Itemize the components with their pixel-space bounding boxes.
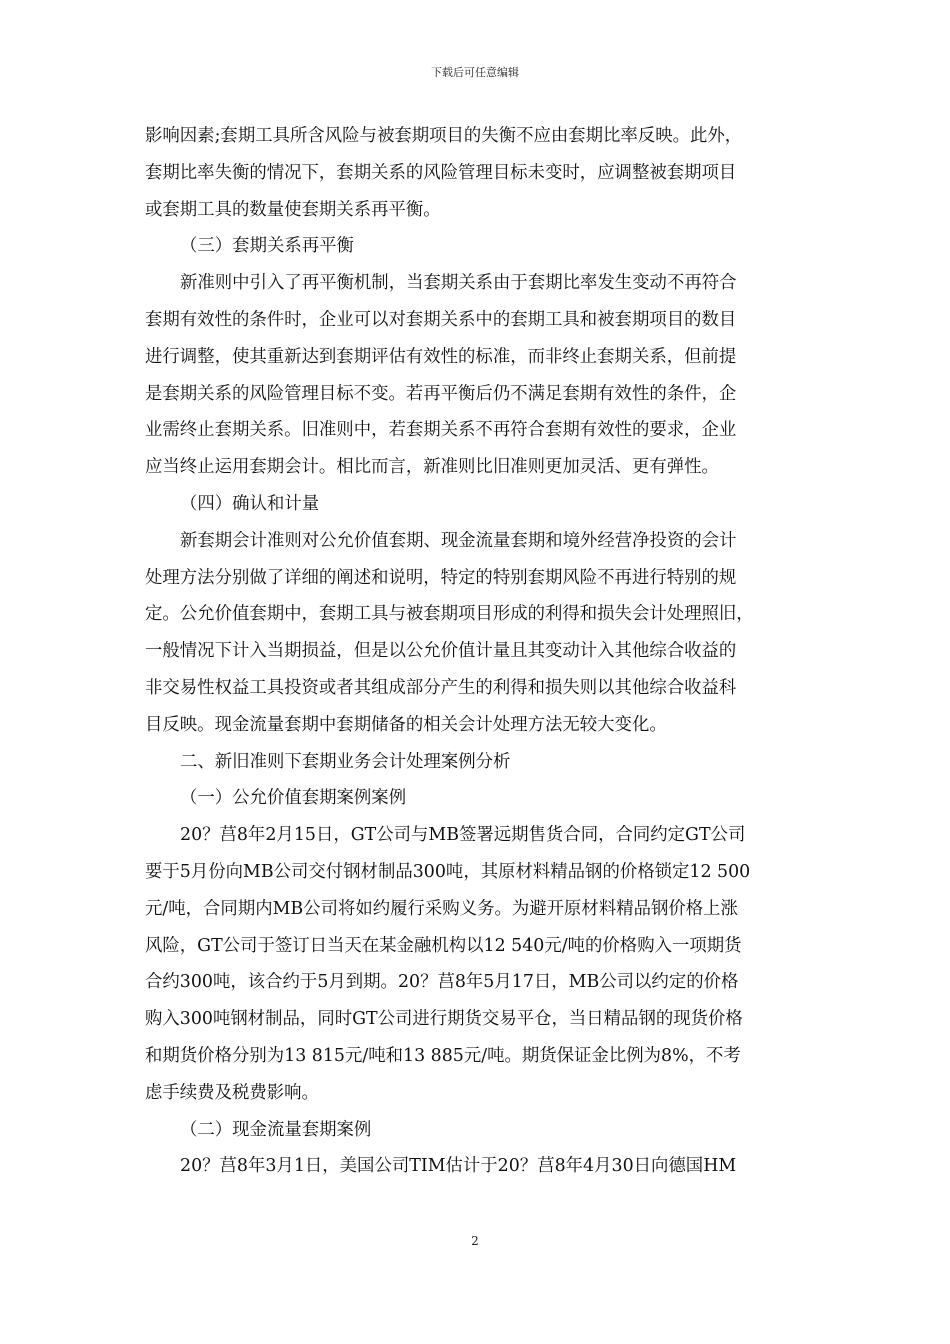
body-line: 风险，GT公司于签订日当天在某金融机构以12 540元/吨的价格购入一项期货 xyxy=(145,935,742,956)
paragraph-first-line: 20？莒8年2月15日，GT公司与MB签署远期售货合同，合同约定GT公司 xyxy=(180,825,746,846)
body-line: 影响因素;套期工具所含风险与被套期项目的失衡不应由套期比率反映。此外， xyxy=(145,126,743,146)
body-line: 套期比率失衡的情况下，套期关系的风险管理目标未变时，应调整被套期项目 xyxy=(145,162,737,183)
section-heading: （三）套期关系再平衡 xyxy=(180,236,354,257)
body-line: 虑手续费及税费影响。 xyxy=(145,1082,319,1103)
body-line: 定。公允价值套期中，套期工具与被套期项目形成的利得和损失会计处理照旧， xyxy=(145,604,754,625)
document-body xyxy=(145,118,810,1185)
paragraph-first-line: 20？莒8年3月1日，美国公司TIM估计于20？莒8年4月30日向德国HM xyxy=(180,1156,737,1177)
body-line: 和期货价格分别为13 815元/吨和13 885元/吨。期货保证金比例为8%，不考 xyxy=(145,1045,741,1066)
body-line: 处理方法分别做了详细的阐述和说明，特定的特别套期风险不再进行特别的规 xyxy=(145,567,737,588)
body-line: 合约300吨，该合约于5月到期。20？莒8年5月17日，MB公司以约定的价格 xyxy=(145,972,739,993)
body-line: 非交易性权益工具投资或者其组成部分产生的利得和损失则以其他综合收益科 xyxy=(145,677,737,698)
body-line: 要于5月份向MB公司交付钢材制品300吨，其原材料精品钢的价格锁定12 500 xyxy=(145,861,751,882)
body-line: 一般情况下计入当期损益，但是以公允价值计量且其变动计入其他综合收益的 xyxy=(145,641,737,662)
section-heading: （二）现金流量套期案例 xyxy=(180,1119,372,1140)
body-line: 进行调整，使其重新达到套期评估有效性的标准，而非终止套期关系，但前提 xyxy=(145,346,737,367)
body-line: 应当终止运用套期会计。相比而言，新准则比旧准则更加灵活、更有弹性。 xyxy=(145,457,719,478)
chapter-heading: 二、新旧准则下套期业务会计处理案例分析 xyxy=(180,751,511,772)
paragraph-first-line: 新套期会计准则对公允价值套期、现金流量套期和境外经营净投资的会计 xyxy=(180,530,737,551)
body-line: 业需终止套期关系。旧准则中，若套期关系不再符合套期有效性的要求，企业 xyxy=(145,420,737,441)
body-line: 是套期关系的风险管理目标不变。若再平衡后仍不满足套期有效性的条件，企 xyxy=(145,383,737,404)
section-heading: （一）公允价值套期案例案例 xyxy=(180,788,407,809)
body-line: 目反映。现金流量套期中套期储备的相关会计处理方法无较大变化。 xyxy=(145,714,667,735)
page-header: 下载后可任意编辑 xyxy=(431,66,519,79)
body-line: 元/吨，合同期内MB公司将如约履行采购义务。为避开原材料精品钢价格上涨 xyxy=(145,898,738,919)
section-heading: （四）确认和计量 xyxy=(180,493,320,514)
page-number: 2 xyxy=(471,1234,479,1248)
body-line: 购入300吨钢材制品，同时GT公司进行期货交易平仓，当日精品钢的现货价格 xyxy=(145,1009,743,1030)
paragraph-first-line: 新准则中引入了再平衡机制，当套期关系由于套期比率发生变动不再符合 xyxy=(180,273,737,294)
body-line: 套期有效性的条件时，企业可以对套期关系中的套期工具和被套期项目的数目 xyxy=(145,309,737,330)
body-line: 或套期工具的数量使套期关系再平衡。 xyxy=(145,199,441,220)
